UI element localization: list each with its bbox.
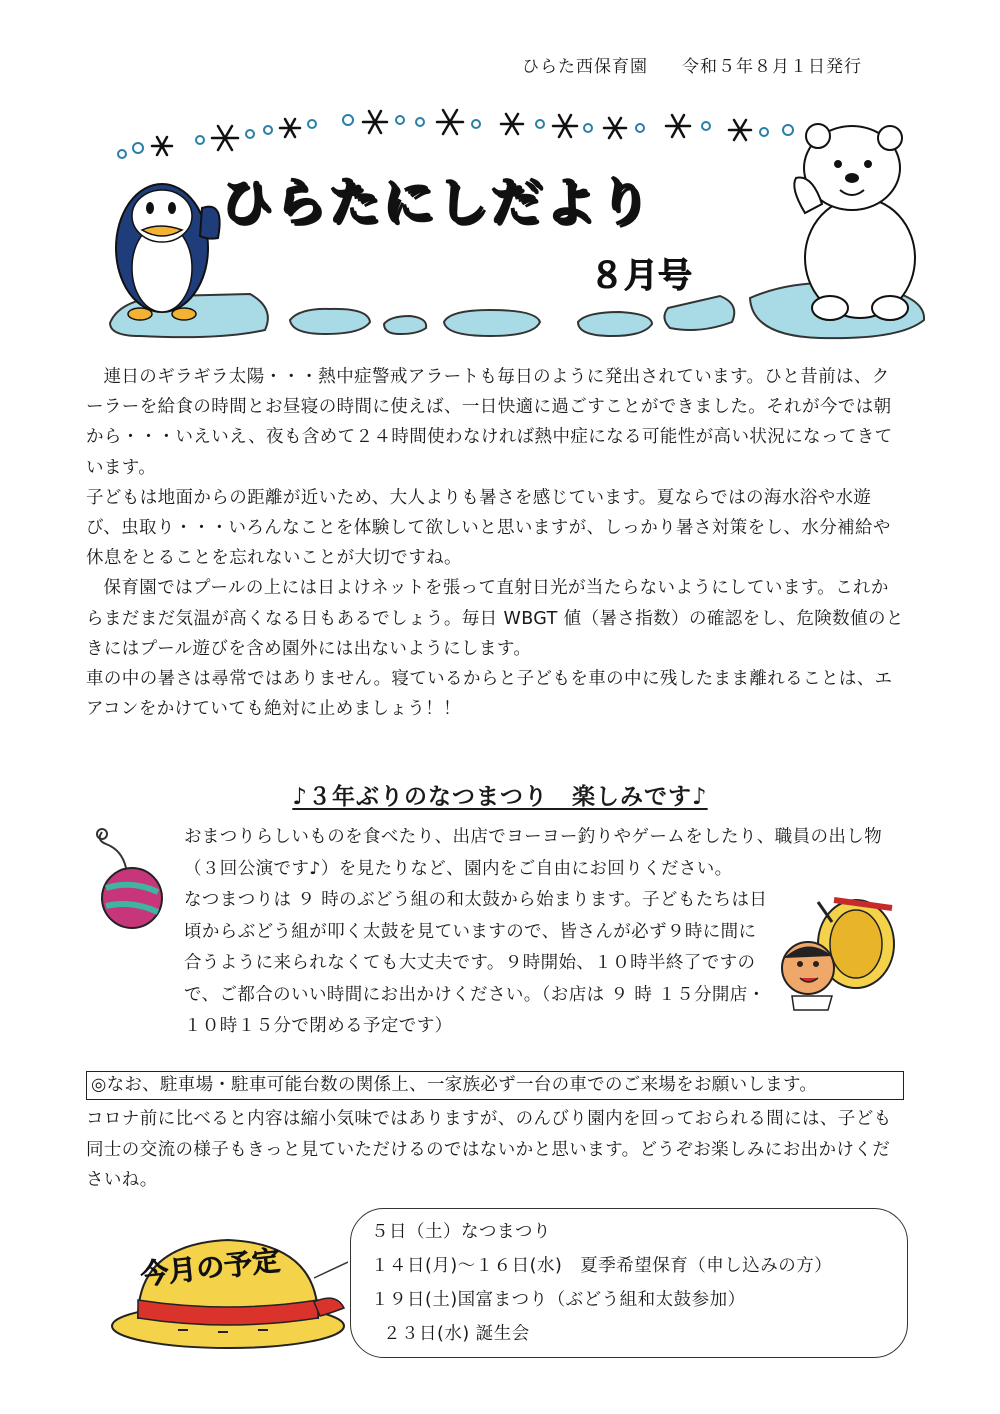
intro-paragraph-4: 車の中の暑さは尋常ではありません。寝ているからと子どもを車の中に残したまま離れることは、エアコンをかけていても絶対に止めましょう！！ [86, 669, 893, 720]
ice-floe-icon [110, 283, 924, 338]
festival-paragraph-1: おまつりらしいものを食べたり、出店でヨーヨー釣りやゲームをしたり、職員の出し物（３回公演です♪）を見たりなど、園内をご自由にお回りください。 [184, 827, 883, 879]
newsletter-title: ひらたにしだより [220, 173, 653, 233]
intro-paragraph-1: 連日のギラギラ太陽・・・熱中症警戒アラートも毎日のように発出されています。ひと昔前は、クーラーを給食の時間とお昼寝の時間に使えば、一日快適に過ごすことができました。それが今では朝から・・・いえいえ、夜も含めて２４時間使わなければ熱中症になる可能性が高い状況になってきています。 [86, 367, 893, 478]
taiko-drummer-icon [772, 892, 904, 1012]
schedule-item: １４日(月)～１６日(水) 夏季希望保育（申し込みの方） [371, 1256, 833, 1276]
masthead [100, 108, 930, 358]
parking-notice: ◎なお、駐車場・駐車可能台数の関係上、一家族必ず一台の車でのご来場をお願いします。 [86, 1071, 904, 1100]
schedule-list [371, 1215, 832, 1351]
festival-heading [0, 778, 1000, 811]
intro-section [86, 362, 906, 724]
schedule-box [350, 1208, 908, 1358]
schedule-item: ５日（土）なつまつり [371, 1222, 551, 1242]
issue-label: ８月号 [590, 256, 692, 296]
schedule-item: １９日(土)国富まつり（ぶどう組和太鼓参加） [371, 1290, 746, 1310]
issue-date: 令和５年８月１日発行 [682, 57, 862, 77]
intro-paragraph-3: 保育園ではプールの上には日よけネットを張って直射日光が当たらないようにしています。これからまだまだ気温が高くなる日もあるでしょう。毎日 WBGT 値（暑さ指数）の確認をし、危険数値のときにはプール遊びを含め園外には出ないようにします。 [86, 578, 904, 659]
festival-closing [86, 1104, 906, 1196]
schedule-label: 今月の予定 [138, 1243, 282, 1292]
festival-paragraph-3: コロナ前に比べると内容は縮小気味ではありますが、のんびり園内を回っておられる間には、子ども同士の交流の様子もきっと見ていただけるのではないかと思います。どうぞお楽しみにお出かけくださいね。 [86, 1109, 892, 1190]
festival-paragraph-2: なつまつりは ９ 時のぶどう組の和太鼓から始まります。子どもたちは日頃からぶどう組が叩く太鼓を見ていますので、皆さんが必ず９時に間に合うように来られなくても大丈夫です。９時開始、１０時半終了ですので、ご都合のいい時間にお出かけください。（お店は ９ 時 １５分開店・１０時１５分で閉める予定です） [184, 890, 768, 1036]
festival-heading-text: ♪３年ぶりのなつまつり 楽しみです♪ [292, 784, 708, 810]
organization-name: ひらた西保育園 [522, 57, 648, 77]
schedule-item: ２３日(水) 誕生会 [383, 1324, 530, 1344]
intro-paragraph-2: 子どもは地面からの距離が近いため、大人よりも暑さを感じています。夏ならではの海水浴や水遊び、虫取り・・・いろんなことを体験して欲しいと思いますが、しっかり暑さ対策をし、水分補給や休息をとることを忘れないことが大切ですね。 [86, 487, 891, 569]
